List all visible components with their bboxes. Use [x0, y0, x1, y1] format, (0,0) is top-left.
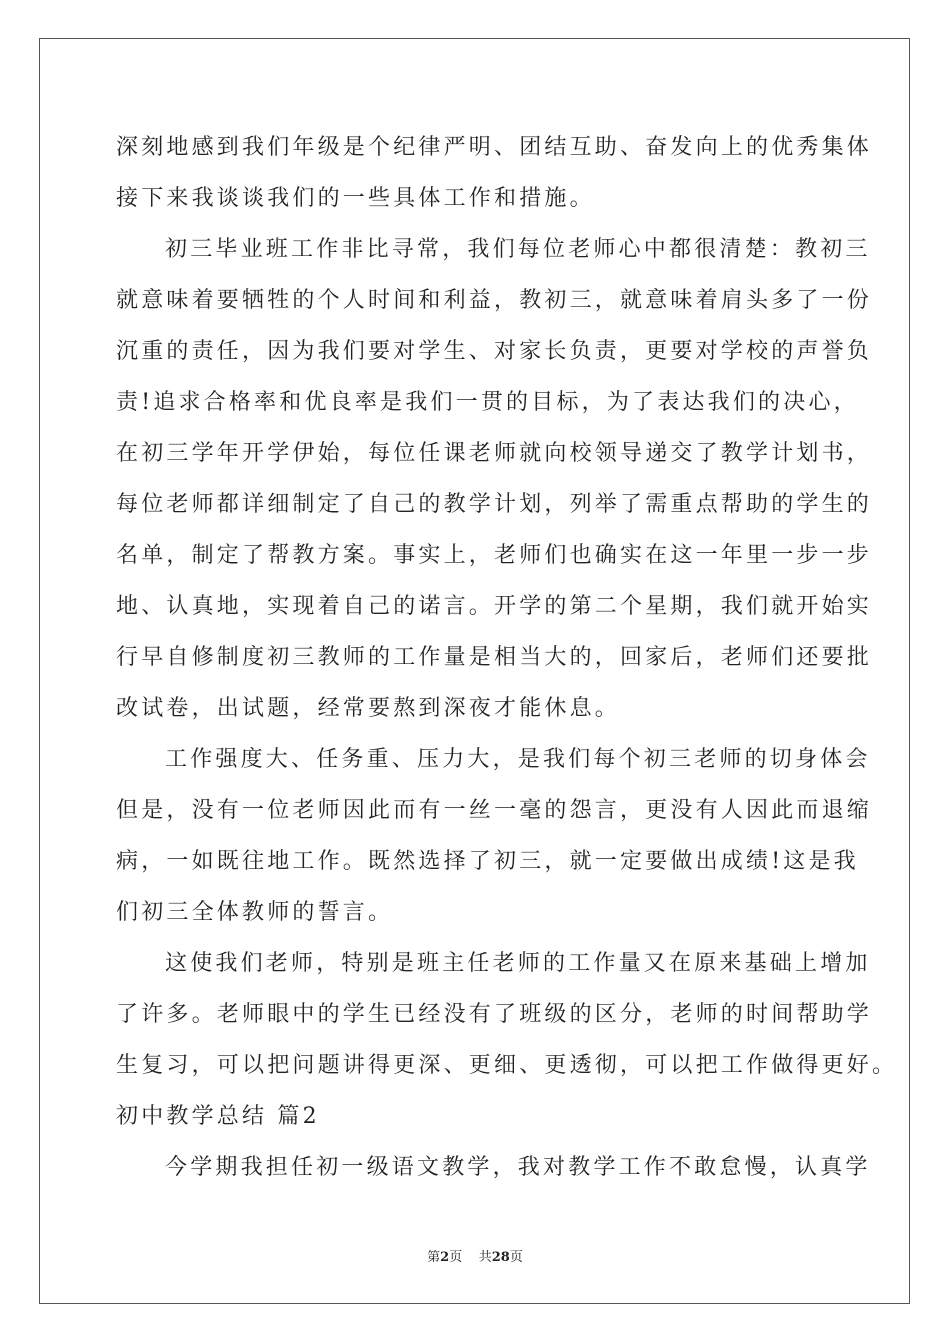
footer-prefix: 第 — [427, 1250, 441, 1265]
text-line-10: 地、认真地，实现着自己的诺言。开学的第二个星期，我们就开始实 — [116, 594, 873, 619]
text-line-15: 病，一如既往地工作。既然选择了初三，就一定要做出成绩!这是我 — [116, 849, 859, 874]
document-body — [116, 122, 898, 1193]
text-line-9: 名单，制定了帮教方案。事实上，老师们也确实在这一年里一步一步 — [116, 543, 873, 568]
text-line-16: 们初三全体教师的誓言。 — [116, 900, 394, 925]
footer-total-prefix: 共 — [478, 1250, 492, 1265]
text-line-2: 接下来我谈谈我们的一些具体工作和措施。 — [116, 186, 595, 211]
text-line-8: 每位老师都详细制定了自己的教学计划，列举了需重点帮助的学生的 — [116, 492, 873, 517]
text-line-1: 深刻地感到我们年级是个纪律严明、团结互助、奋发向上的优秀集体 — [116, 135, 873, 160]
total-page-count: 28 — [491, 1250, 510, 1265]
text-line-19: 生复习，可以把问题讲得更深、更细、更透彻，可以把工作做得更好。 — [116, 1053, 898, 1078]
text-line-3: 初三毕业班工作非比寻常，我们每位老师心中都很清楚：教初三 — [165, 237, 871, 262]
text-line-11: 行早自修制度初三教师的工作量是相当大的，回家后，老师们还要批 — [116, 645, 873, 670]
text-line-18: 了许多。老师眼中的学生已经没有了班级的区分，老师的时间帮助学 — [116, 1002, 873, 1027]
text-line-6: 责!追求合格率和优良率是我们一贯的目标，为了表达我们的决心， — [116, 390, 859, 415]
section-heading: 初中教学总结 篇2 — [116, 1104, 320, 1129]
text-line-14: 但是，没有一位老师因此而有一丝一毫的怨言，更没有人因此而退缩 — [116, 798, 873, 823]
text-line-5: 沉重的责任，因为我们要对学生、对家长负责，更要对学校的声誉负 — [116, 339, 873, 364]
text-line-21: 今学期我担任初一级语文教学，我对教学工作不敢怠慢，认真学 — [165, 1155, 871, 1180]
text-line-13: 工作强度大、任务重、压力大，是我们每个初三老师的切身体会 — [165, 747, 871, 772]
footer-total-suffix: 页 — [509, 1250, 523, 1265]
text-line-7: 在初三学年开学伊始，每位任课老师就向校领导递交了教学计划书， — [116, 441, 873, 466]
text-line-4: 就意味着要牺牲的个人时间和利益，教初三，就意味着肩头多了一份 — [116, 288, 873, 313]
current-page-number: 2 — [440, 1250, 450, 1265]
page-footer — [0, 1246, 950, 1265]
text-line-17: 这使我们老师，特别是班主任老师的工作量又在原来基础上增加 — [165, 951, 871, 976]
text-line-12: 改试卷，出试题，经常要熬到深夜才能休息。 — [116, 696, 621, 721]
footer-page-suffix: 页 — [449, 1250, 463, 1265]
